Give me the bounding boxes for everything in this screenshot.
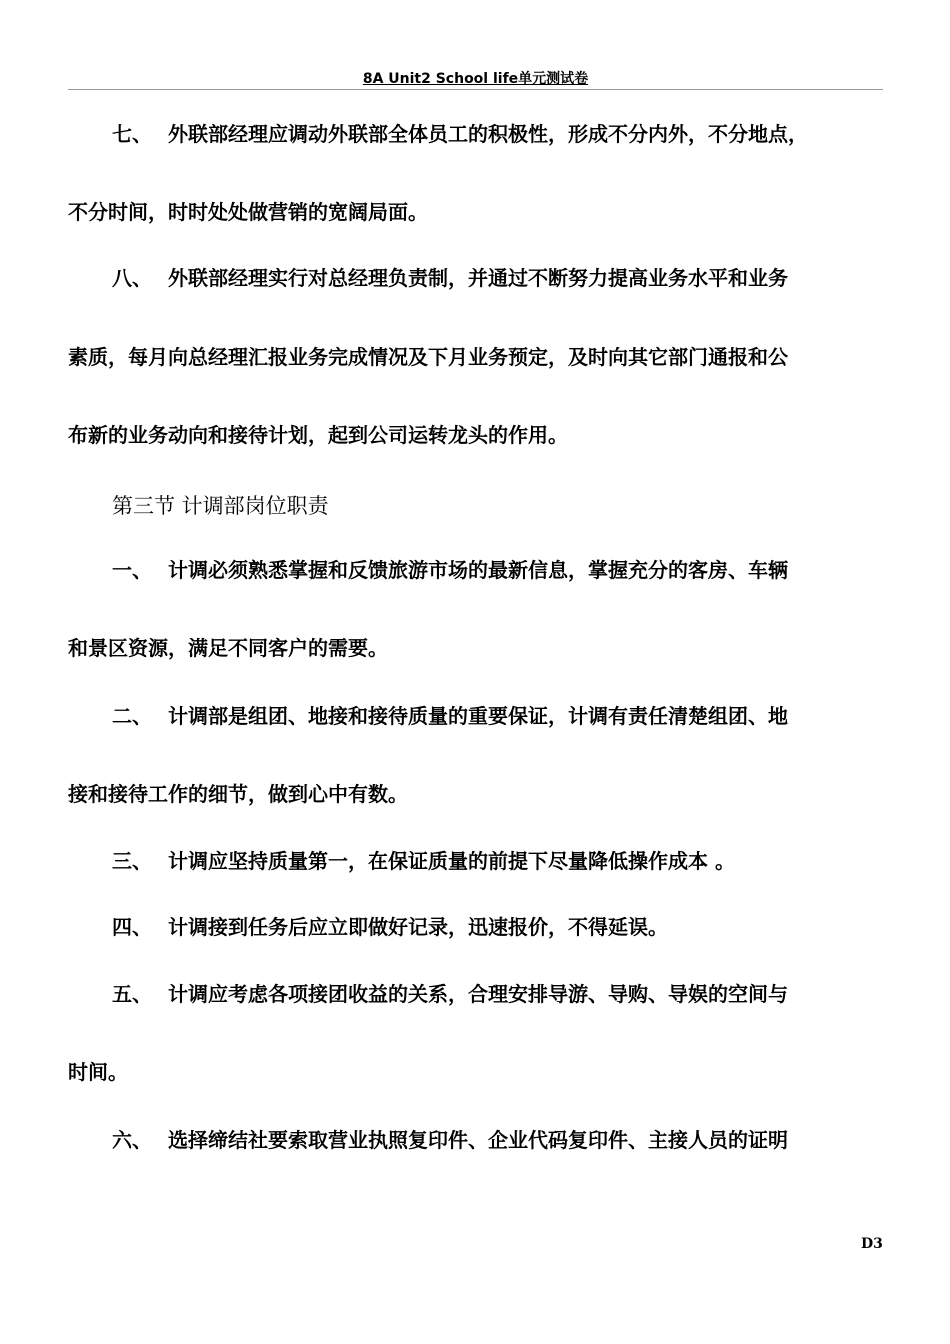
paragraph-7-line-1: [112, 124, 808, 144]
duty-4-number: 四、: [112, 915, 152, 939]
page-header: 8A Unit2 School life单元测试卷: [362, 71, 589, 87]
duty-2-line-1: [112, 706, 788, 726]
section-title: 第三节 计调部岗位职责: [112, 494, 329, 518]
duty-2-text-2: 接和接待工作的细节，做到心中有数。: [68, 782, 408, 806]
paragraph-7-text-1: 外联部经理应调动外联部全体员工的积极性，形成不分内外，不分地点，: [168, 122, 808, 146]
duty-2-number: 二、: [112, 704, 152, 728]
duty-5-text-2: 时间。: [68, 1060, 128, 1084]
paragraph-8-number: 八、: [112, 266, 152, 290]
paragraph-8-text-2: 素质，每月向总经理汇报业务完成情况及下月业务预定，及时向其它部门通报和公: [68, 345, 788, 369]
paragraph-7-number: 七、: [112, 122, 152, 146]
duty-6-number: 六、: [112, 1128, 152, 1152]
header-divider: [68, 89, 883, 90]
paragraph-8-line-1: [112, 268, 788, 288]
duty-1-text-2: 和景区资源，满足不同客户的需要。: [68, 636, 388, 660]
duty-5-line-1: [112, 984, 788, 1004]
duty-4-text-1: 计调接到任务后应立即做好记录，迅速报价，不得延误。: [168, 915, 668, 939]
duty-3-line-1: [112, 851, 735, 871]
page-number: D3: [861, 1236, 883, 1252]
paragraph-7-text-2: 不分时间，时时处处做营销的宽阔局面。: [68, 200, 428, 224]
duty-1-line-1: [112, 560, 788, 580]
duty-5-text-1: 计调应考虑各项接团收益的关系，合理安排导游、导购、导娱的空间与: [168, 982, 788, 1006]
duty-5-number: 五、: [112, 982, 152, 1006]
duty-1-text-1: 计调必须熟悉掌握和反馈旅游市场的最新信息，掌握充分的客房、车辆: [168, 558, 788, 582]
duty-2-text-1: 计调部是组团、地接和接待质量的重要保证，计调有责任清楚组团、地: [168, 704, 788, 728]
duty-3-text-1: 计调应坚持质量第一，在保证质量的前提下尽量降低操作成本 。: [168, 849, 735, 873]
duty-3-number: 三、: [112, 849, 152, 873]
duty-6-line-1: [112, 1130, 788, 1150]
duty-4-line-1: [112, 917, 668, 937]
paragraph-8-text-3: 布新的业务动向和接待计划，起到公司运转龙头的作用。: [68, 423, 568, 447]
duty-6-text-1: 选择缔结社要索取营业执照复印件、企业代码复印件、主接人员的证明: [168, 1128, 788, 1152]
paragraph-8-text-1: 外联部经理实行对总经理负责制，并通过不断努力提高业务水平和业务: [168, 266, 788, 290]
duty-1-number: 一、: [112, 558, 152, 582]
